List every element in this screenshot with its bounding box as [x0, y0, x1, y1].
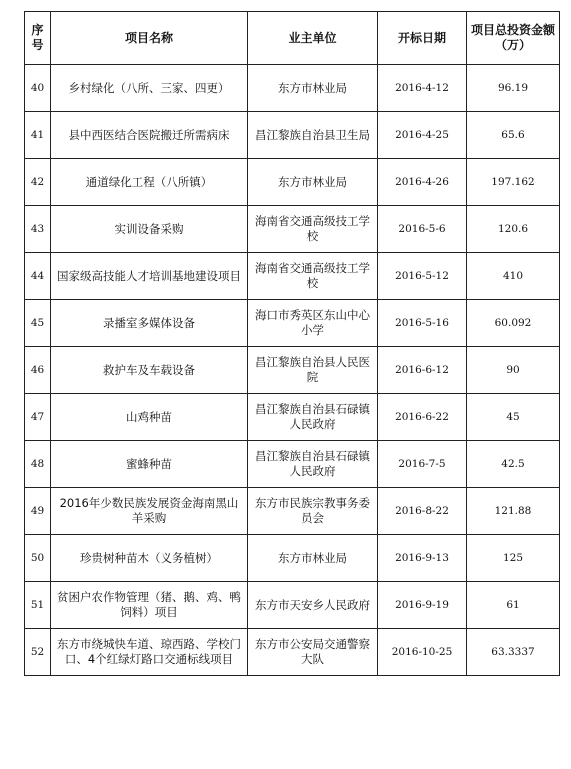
cell-org: 昌江黎族自治县人民医院 [248, 347, 378, 394]
cell-name: 国家级高技能人才培训基地建设项目 [51, 253, 248, 300]
cell-amount: 63.3337 [467, 629, 560, 676]
cell-name: 县中西医结合医院搬迁所需病床 [51, 112, 248, 159]
cell-name: 2016年少数民族发展资金海南黑山羊采购 [51, 488, 248, 535]
cell-name: 东方市绕城快车道、琼西路、学校门口、4个红绿灯路口交通标线项目 [51, 629, 248, 676]
cell-amount: 60.092 [467, 300, 560, 347]
header-row [25, 12, 560, 65]
table-header [25, 12, 560, 65]
table-row [25, 441, 560, 488]
cell-date: 2016-4-12 [378, 65, 467, 112]
cell-name: 救护车及车载设备 [51, 347, 248, 394]
table-row [25, 394, 560, 441]
table-row [25, 300, 560, 347]
cell-amount: 65.6 [467, 112, 560, 159]
cell-org: 昌江黎族自治县石碌镇人民政府 [248, 394, 378, 441]
cell-no: 51 [25, 582, 51, 629]
cell-name: 实训设备采购 [51, 206, 248, 253]
header-name: 项目名称 [51, 12, 248, 65]
table-row [25, 629, 560, 676]
cell-org: 海口市秀英区东山中心小学 [248, 300, 378, 347]
cell-org: 东方市公安局交通警察大队 [248, 629, 378, 676]
cell-org: 东方市林业局 [248, 159, 378, 206]
table-row [25, 488, 560, 535]
cell-no: 50 [25, 535, 51, 582]
cell-no: 47 [25, 394, 51, 441]
cell-no: 46 [25, 347, 51, 394]
cell-no: 52 [25, 629, 51, 676]
cell-date: 2016-5-16 [378, 300, 467, 347]
cell-name: 珍贵树种苗木（义务植树） [51, 535, 248, 582]
table-row [25, 206, 560, 253]
cell-date: 2016-6-22 [378, 394, 467, 441]
table-row [25, 112, 560, 159]
cell-date: 2016-10-25 [378, 629, 467, 676]
cell-org: 海南省交通高级技工学校 [248, 253, 378, 300]
cell-amount: 197.162 [467, 159, 560, 206]
cell-amount: 90 [467, 347, 560, 394]
table-row [25, 65, 560, 112]
cell-date: 2016-6-12 [378, 347, 467, 394]
cell-amount: 120.6 [467, 206, 560, 253]
cell-org: 海南省交通高级技工学校 [248, 206, 378, 253]
cell-amount: 42.5 [467, 441, 560, 488]
cell-org: 东方市林业局 [248, 65, 378, 112]
cell-date: 2016-7-5 [378, 441, 467, 488]
cell-name: 乡村绿化（八所、三家、四更） [51, 65, 248, 112]
cell-date: 2016-9-19 [378, 582, 467, 629]
cell-date: 2016-8-22 [378, 488, 467, 535]
cell-name: 贫困户农作物管理（猪、鹅、鸡、鸭饲料）项目 [51, 582, 248, 629]
cell-date: 2016-4-25 [378, 112, 467, 159]
header-amount: 项目总投资金额（万） [467, 12, 560, 65]
cell-no: 45 [25, 300, 51, 347]
cell-org: 东方市民族宗教事务委员会 [248, 488, 378, 535]
cell-amount: 410 [467, 253, 560, 300]
cell-no: 40 [25, 65, 51, 112]
header-date: 开标日期 [378, 12, 467, 65]
cell-org: 东方市天安乡人民政府 [248, 582, 378, 629]
cell-no: 42 [25, 159, 51, 206]
project-table-sheet [24, 11, 559, 676]
cell-amount: 61 [467, 582, 560, 629]
header-no: 序号 [25, 12, 51, 65]
cell-date: 2016-5-12 [378, 253, 467, 300]
cell-date: 2016-5-6 [378, 206, 467, 253]
table-body [25, 65, 560, 676]
cell-name: 山鸡种苗 [51, 394, 248, 441]
cell-name: 蜜蜂种苗 [51, 441, 248, 488]
cell-no: 41 [25, 112, 51, 159]
cell-no: 44 [25, 253, 51, 300]
cell-org: 东方市林业局 [248, 535, 378, 582]
cell-amount: 45 [467, 394, 560, 441]
cell-name: 录播室多媒体设备 [51, 300, 248, 347]
cell-name: 通道绿化工程（八所镇） [51, 159, 248, 206]
cell-date: 2016-9-13 [378, 535, 467, 582]
cell-org: 昌江黎族自治县卫生局 [248, 112, 378, 159]
table-row [25, 582, 560, 629]
table-row [25, 253, 560, 300]
table-row [25, 347, 560, 394]
cell-amount: 125 [467, 535, 560, 582]
cell-no: 43 [25, 206, 51, 253]
cell-amount: 121.88 [467, 488, 560, 535]
table-row [25, 159, 560, 206]
table-row [25, 535, 560, 582]
project-table [24, 11, 560, 676]
cell-org: 昌江黎族自治县石碌镇人民政府 [248, 441, 378, 488]
header-org: 业主单位 [248, 12, 378, 65]
cell-date: 2016-4-26 [378, 159, 467, 206]
cell-no: 48 [25, 441, 51, 488]
cell-no: 49 [25, 488, 51, 535]
cell-amount: 96.19 [467, 65, 560, 112]
